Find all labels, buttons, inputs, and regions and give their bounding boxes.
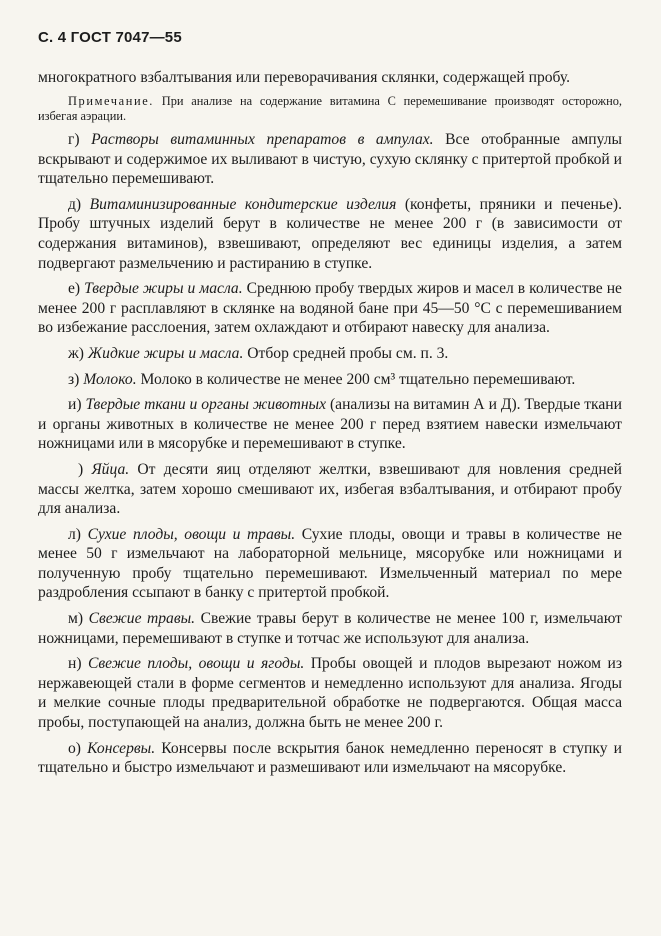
- item-marker: н): [68, 655, 82, 673]
- item-title: Твердые ткани и органы животных: [85, 396, 327, 414]
- item-title: Консервы.: [87, 739, 156, 757]
- item-o: [38, 739, 622, 778]
- item-zh: [38, 344, 622, 364]
- item-n: [38, 654, 622, 732]
- item-title: Молоко.: [83, 370, 137, 388]
- item-marker: ж): [68, 344, 84, 362]
- item-title: Твердые жиры и масла.: [84, 280, 243, 298]
- item-text: Среднюю пробу твердых жиров и масел в количестве не менее 200 г расплавляют в склянке на водяной бане при 45—50 °С с перемешиванием во избежание расслоения, затем охлаждают и отбирают навеску для анализа.: [38, 280, 622, 337]
- item-text: Свежие травы берут в количестве не менее 100 г, измельчают ножницами, перемешивают в ступке и тотчас же используют для анализа.: [38, 610, 622, 647]
- item-d: [38, 195, 622, 273]
- item-marker: и): [68, 396, 82, 414]
- item-m: [38, 609, 622, 648]
- item-title: Жидкие жиры и масла.: [87, 344, 244, 362]
- item-title: Свежие травы.: [88, 610, 196, 628]
- intro-paragraph: многократного взбалтывания или переворачивания склянки, содержащей пробу.: [38, 69, 571, 86]
- item-title: Яйца.: [91, 460, 130, 478]
- item-text: Сухие плоды, овощи и травы в количестве не менее 50 г измельчают на лабораторной мельнице, мясорубке или ножницами и полученную пробу тщательно перемешивают. Измельченный материал по мере раздробления ссыпают в банку с притертой пробкой.: [38, 525, 622, 602]
- item-text: Молоко в количестве не менее 200 см³ тщательно перемешивают.: [140, 370, 576, 388]
- item-marker: л): [68, 525, 81, 543]
- item-marker: м): [68, 610, 84, 628]
- item-title: Сухие плоды, овощи и травы.: [87, 525, 296, 543]
- item-title: Витаминизированные кондитерские изделия: [89, 195, 397, 213]
- note-paragraph: [38, 94, 622, 124]
- item-z: [38, 370, 622, 390]
- note-text: При анализе на содержание витамина С перемешивание производят осторожно, избегая аэрации.: [38, 93, 622, 123]
- item-title: Растворы витаминных препаратов в ампулах.: [91, 131, 434, 148]
- page-header: С. 4 ГОСТ 7047—55: [38, 29, 182, 46]
- item-g: [38, 130, 622, 189]
- item-i: [38, 395, 622, 454]
- item-e: [38, 279, 622, 338]
- item-marker: ): [78, 460, 84, 478]
- item-text: (анализы на витамин А и Д). Твердые ткани и органы животных в количестве не менее 200 г перед взятием навески измельчают ножницами или в мясорубке и перемешивают в ступке.: [38, 396, 622, 453]
- item-text: Отбор средней пробы см. п. 3.: [247, 344, 449, 362]
- note-label: Примечание.: [68, 93, 154, 108]
- item-text: От десяти яиц отделяют желтки, взвешивают для новления средней массы желтка, затем хорошо смешивают их, избегая взбалтывания, и отбирают пробу для анализа.: [38, 460, 622, 518]
- item-marker: г): [68, 131, 80, 148]
- item-marker: з): [68, 370, 80, 388]
- item-text: Консервы после вскрытия банок немедленно переносят в ступку и тщательно и быстро измельчают и размешивают или измельчают на мясорубке.: [38, 739, 622, 777]
- item-k: [38, 460, 622, 519]
- item-marker: о): [68, 739, 81, 757]
- item-text: (конфеты, пряники и печенье). Пробу штучных изделий берут в количестве не менее 200 г (в зависимости от содержания витаминов), взвешивают, определяют вес единицы изделия, а затем подвергают размельчению и растиранию в ступке.: [38, 195, 623, 272]
- document-body: [38, 68, 622, 784]
- item-text: Все отобранные ампулы вскрывают и содержимое их выливают в чистую, сухую склянку с притертой пробкой и тщательно перемешивают.: [38, 131, 622, 188]
- item-marker: д): [68, 195, 82, 213]
- item-l: [38, 525, 622, 603]
- item-text: Пробы овощей и плодов вырезают ножом из нержавеющей стали в форме сегментов и немедленно используют для анализа. Ягоды и мелкие сочные плоды предварительной обработке не подвергаются. Общая масса пробы, поступающей на анализ, должна быть не менее 200 г.: [38, 655, 622, 732]
- item-title: Свежие плоды, овощи и ягоды.: [88, 655, 305, 673]
- item-marker: е): [68, 280, 81, 298]
